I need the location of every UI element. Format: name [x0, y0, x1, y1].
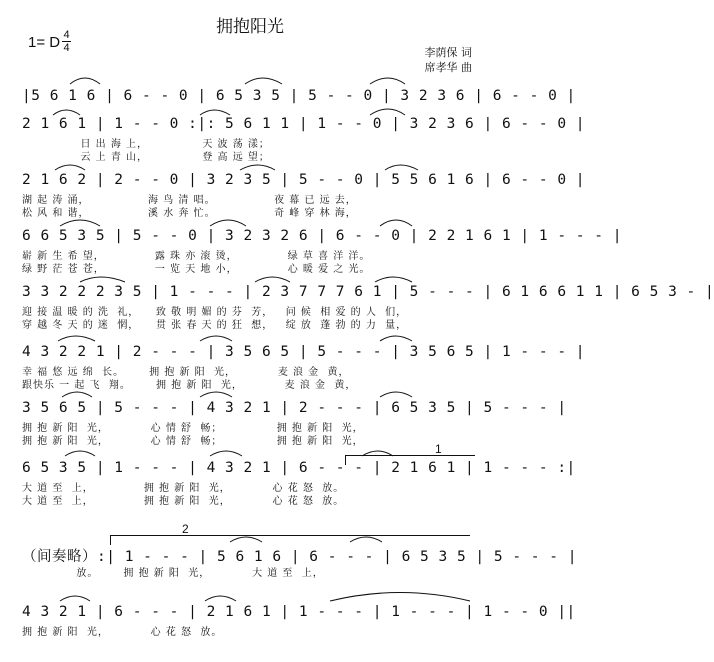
lyric-line: 拥 抱 新 阳 光， 心 情 舒 畅； 拥 抱 新 阳 光， [22, 423, 364, 434]
lyric-line: 穿 越 冬 天 的 迷 惘， 贯 张 春 天 的 狂 想， 绽 放 蓬 勃 的 力 量， [22, 320, 408, 331]
notation-line: |5 6 1 6 | 6 - - 0 | 6 5 3 5 | 5 - - 0 | 3 2 3 6 | 6 - - 0 | [22, 88, 576, 104]
song-title: 拥抱阳光 [216, 17, 284, 37]
lyric-line: 日 出 海 上， 天 波 荡 漾； [22, 139, 270, 150]
lyric-line: 湖 起 涛 涌， 海 鸟 清 唱。 夜 幕 已 远 去， [22, 195, 357, 206]
meter-bottom: 4 [63, 42, 70, 54]
notation-line: 2 1 6 2 | 2 - - 0 | 3 2 3 5 | 5 - - 0 | 5 5 6 1 6 | 6 - - 0 | [22, 172, 586, 188]
lyric-line: 幸 福 悠 远 绵 长。 拥 抱 新 阳 光， 麦 浪 金 黄， [22, 367, 350, 378]
notation-line: 3 3 2 2 2 3 5 | 1 - - - | 2 3 7 7 7 6 1 | 5 - - - | 6 1 6 6 1 1 | 6 5 3 - | [22, 284, 714, 300]
volta-1-number: 1 [435, 442, 442, 456]
notation-line: 6 5 3 5 | 1 - - - | 4 3 2 1 | 6 - - - | 2 1 6 1 | 1 - - - :| [22, 460, 576, 476]
lyric-line: 迎 接 温 暖 的 洗 礼， 致 敬 明 媚 的 芬 芳， 问 候 相 爱 的 人 们， [22, 307, 408, 318]
notation-line: （间奏略）:| 1 - - - | 5 6 1 6 | 6 - - - | 6 5 3 5 | 5 - - - | [22, 549, 577, 565]
lyric-line: 大 道 至 上， 拥 抱 新 阳 光， 心 花 怒 放。 [22, 483, 345, 494]
lyric-line: 云 上 青 山， 登 高 远 望； [22, 152, 270, 163]
notation-line: 2 1 6 1 | 1 - - 0 :|: 5 6 1 1 | 1 - - 0 | 3 2 3 6 | 6 - - 0 | [22, 116, 586, 132]
notation-line: 4 3 2 2 1 | 2 - - - | 3 5 6 5 | 5 - - - | 3 5 6 5 | 1 - - - | [22, 344, 586, 360]
lyric-line: 拥 抱 新 阳 光， 心 情 舒 畅； 拥 抱 新 阳 光， [22, 436, 364, 447]
lyric-line: 跟快乐 一 起 飞 翔。 拥 抱 新 阳 光， 麦 浪 金 黄， [22, 380, 357, 391]
volta-2-number: 2 [182, 522, 189, 536]
lyric-line: 绿 野 茫 苍 苍， 一 览 天 地 小， 心 暖 爱 之 光。 [22, 264, 371, 275]
composer-credit: 席孝华 曲 [424, 61, 472, 74]
notation-line: 4 3 2 1 | 6 - - - | 2 1 6 1 | 1 - - - | 1 - - - | 1 - - 0 || [22, 604, 576, 620]
lyric-line: 拥 抱 新 阳 光， 心 花 怒 放。 [22, 627, 223, 638]
lyricist-credit: 李荫保 词 [424, 46, 472, 59]
key-signature: 1= D [28, 34, 61, 51]
notation-line: 3 5 6 5 | 5 - - - | 4 3 2 1 | 2 - - - | 6 5 3 5 | 5 - - - | [22, 400, 567, 416]
notation-line: 6 6 5 3 5 | 5 - - 0 | 3 2 3 2 6 | 6 - - 0 | 2 2 1 6 1 | 1 - - - | [22, 228, 622, 244]
meter-top: 4 [63, 29, 70, 41]
lyric-line: 崭 新 生 希 望， 露 珠 亦 滚 烫， 绿 草 喜 洋 洋。 [22, 251, 371, 262]
lyric-line: 放。 拥 抱 新 阳 光， 大 道 至 上， [22, 568, 324, 579]
lyric-line: 大 道 至 上， 拥 抱 新 阳 光， 心 花 怒 放。 [22, 496, 345, 507]
lyric-line: 松 风 和 谐， 溪 水 奔 忙。 奇 峰 穿 林 海， [22, 208, 357, 219]
